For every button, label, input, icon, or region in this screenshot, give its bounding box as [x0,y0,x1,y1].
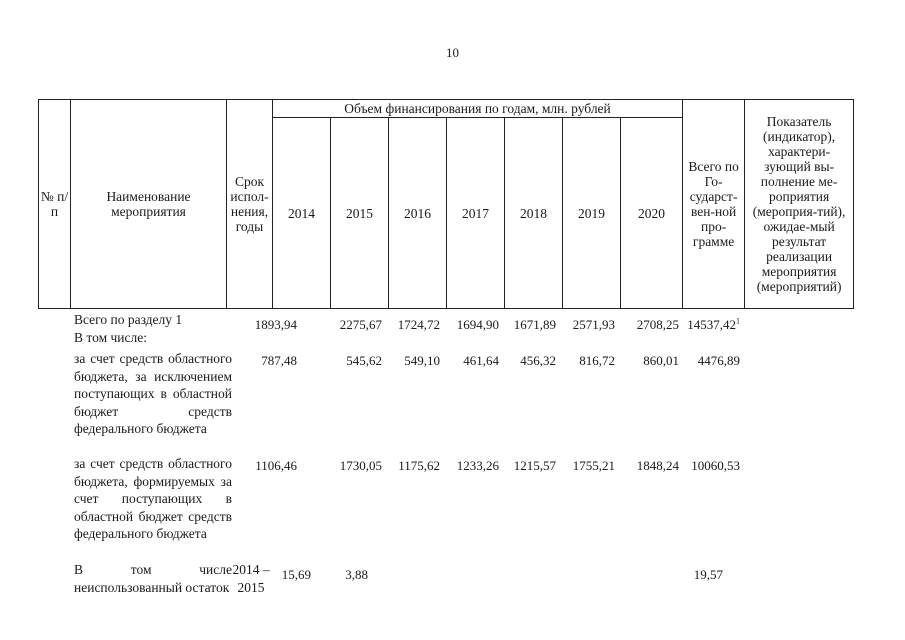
row-unused-value: 3,88 [345,567,368,582]
row-federal-value: 1730,05 [339,458,382,473]
header-term: Срок испол-нения, годы [227,100,273,309]
row-unused-value: 15,69 [281,567,311,582]
row-total-value: 1724,72 [397,317,440,332]
row-federal-value: 1106,46 [255,458,297,473]
header-year: 2016 [389,118,447,309]
header-year: 2017 [447,118,505,309]
row-regional-value: 860,01 [643,353,679,368]
row-total-sum: 14537,42$^1$ [687,316,740,332]
row-unused-label: В том числе неиспользованный остаток [74,562,232,595]
header-year: 2014 [273,118,331,309]
header-no: № п/п [39,100,71,309]
row-regional-sum: 4476,89 [697,353,740,368]
header-year: 2019 [563,118,621,309]
row-federal-value: 1233,26 [456,458,499,473]
page-number: 10 [446,45,459,60]
row-total-label: Всего по разделу 1 [74,312,183,327]
header-indicator: Показатель (индикатор), характери-зующий вы-полнение ме-роприятия (мероприя-тий), ожидае-мый результат реализации мероприятия (мероприятий) [745,100,854,309]
row-federal-value: 1755,21 [572,458,615,473]
row-regional-value: 816,72 [579,353,615,368]
row-federal-sum: 10060,53 [691,458,740,473]
row-regional-value: 456,32 [520,353,556,368]
row-regional-label: за счет средств областного бюджета, за исключением поступающих в областной бюджет средств федерального бюджета [74,351,232,436]
row-regional-value: 549,10 [404,353,440,368]
row-total-value: 2275,67 [339,317,382,332]
header-year: 2020 [621,118,683,309]
row-federal-label: за счет средств областного бюджета, формируемых за счет поступающих в областной бюджет средств федерального бюджета [74,456,232,541]
row-federal-value: 1175,62 [398,458,440,473]
row-total-value: 1893,94 [254,317,297,332]
row-total-value: 2708,25 [636,317,679,332]
header-name: Наименование мероприятия [71,100,227,309]
header-money-title: Объем финансирования по годам, млн. рублей [273,100,683,118]
row-regional-value: 545,62 [346,353,382,368]
row-federal-value: 1848,24 [636,458,679,473]
row-federal-value: 1215,57 [513,458,556,473]
header-year: 2015 [331,118,389,309]
row-total-value: 1694,90 [456,317,499,332]
row-total-value: 2571,93 [572,317,615,332]
header-total: Всего по Го-сударст-вен-ной про-грамме [683,100,745,309]
row-total-value: 1671,89 [513,317,556,332]
row-regional-value: 461,64 [463,353,499,368]
row-unused-sum: 19,57 [693,567,723,582]
row-including-label: В том числе: [74,330,147,345]
row-regional-value: 787,48 [261,353,297,368]
header-year: 2018 [505,118,563,309]
row-unused-term: 2014 – 2015 [232,562,270,595]
header-table [38,99,854,309]
